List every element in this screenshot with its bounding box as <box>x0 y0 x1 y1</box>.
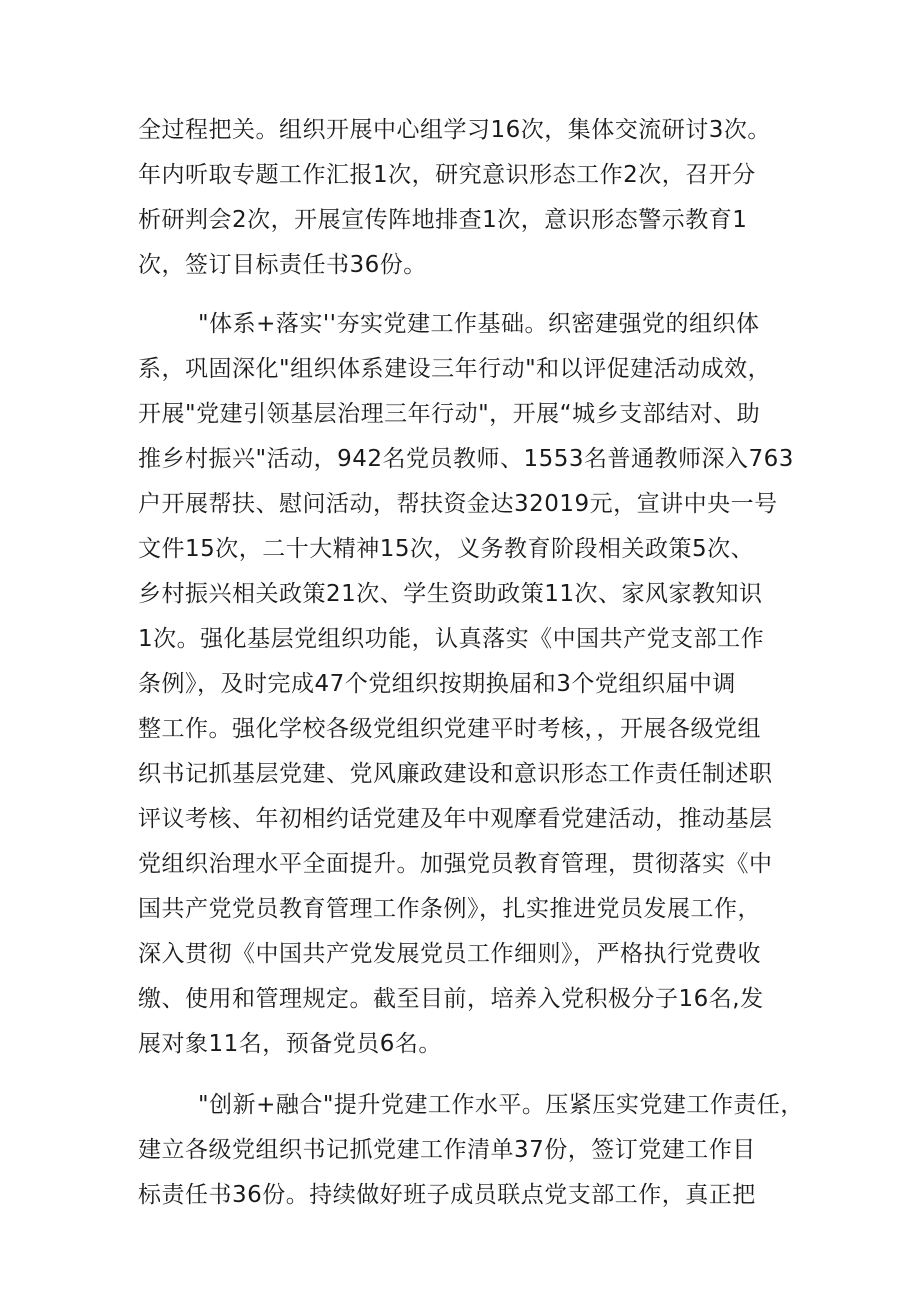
paragraph-2-line-17: 展对象11名，预备党员6名。 <box>138 1031 442 1057</box>
paragraph-2-line-4: 推乡村振兴"活动，942名党员教师、1553名普通教师深入763 <box>138 446 794 472</box>
paragraph-2-line-3: 开展"党建引领基层治理三年行动"，开展“城乡支部结对、助 <box>138 401 761 427</box>
paragraph-2-line-9: 条例》，及时完成47个党组织按期换届和3个党组织届中调 <box>138 671 736 697</box>
paragraph-2-line-1: "体系+落实''夯实党建工作基础。织密建强党的组织体 <box>198 311 760 337</box>
paragraph-2-line-14: 国共产党党员教育管理工作条例》，扎实推进党员发展工作， <box>138 896 761 922</box>
paragraph-1-line-2: 年内听取专题工作汇报1次，研究意识形态工作2次，召开分 <box>138 162 756 188</box>
paragraph-2-line-5: 户开展帮扶、慰问活动，帮扶资金达32019元，宣讲中央一号 <box>138 491 778 517</box>
paragraph-2-line-10: 整工作。强化学校各级党组织党建平时考核，，开展各级党组 <box>138 716 761 742</box>
paragraph-1-line-3: 析研判会2次，开展宣传阵地排查1次，意识形态警示教育1 <box>138 207 748 233</box>
paragraph-2-line-16: 缴、使用和管理规定。截至目前，培养入党积极分子16名,发 <box>138 986 764 1012</box>
paragraph-3-line-3: 标责任书36份。持续做好班子成员联点党支部工作，真正把 <box>138 1182 756 1208</box>
paragraph-2-line-13: 党组织治理水平全面提升。加强党员教育管理，贯彻落实《中 <box>138 851 773 877</box>
paragraph-1-line-1: 全过程把关。组织开展中心组学习16次，集体交流研讨3次。 <box>138 117 771 143</box>
paragraph-1-line-4: 次，签订目标责任书36份。 <box>138 252 427 278</box>
paragraph-2-line-2: 系，巩固深化"组织体系建设三年行动"和以评促建活动成效， <box>138 356 772 382</box>
paragraph-2-line-7: 乡村振兴相关政策21次、学生资助政策11次、家风家教知识 <box>138 581 763 607</box>
paragraph-2-line-15: 深入贯彻《中国共产党发展党员工作细则》，严格执行党费收 <box>138 941 761 967</box>
paragraph-2-line-6: 文件15次，二十大精神15次，义务教育阶段相关政策5次、 <box>138 536 755 562</box>
paragraph-2-line-12: 评议考核、年初相约话党建及年中观摩看党建活动，推动基层 <box>138 806 773 832</box>
paragraph-2-line-11: 织书记抓基层党建、党风廉政建设和意识形态工作责任制述职 <box>138 761 773 787</box>
paragraph-3-line-2: 建立各级党组织书记抓党建工作清单37份，签订党建工作目 <box>138 1137 756 1163</box>
paragraph-3-line-1: "创新+融合"提升党建工作水平。压紧压实党建工作责任， <box>198 1092 804 1118</box>
paragraph-2-line-8: 1次。强化基层党组织功能，认真落实《中国共产党支部工作 <box>138 626 765 652</box>
